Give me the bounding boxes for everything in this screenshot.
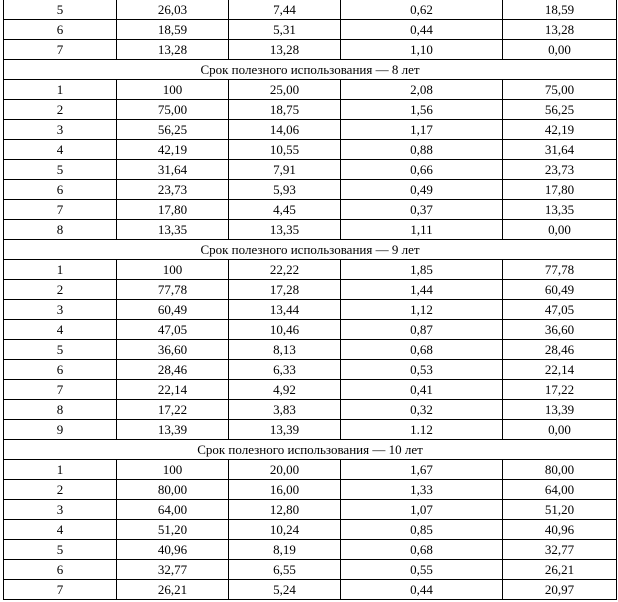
year-cell: 2 [4, 100, 117, 120]
year-cell: 8 [4, 220, 117, 240]
table-row [4, 100, 617, 120]
table-row [4, 200, 617, 220]
annual-rate-cell: 3,83 [229, 400, 341, 420]
monthly-rate-cell: 0,87 [341, 320, 503, 340]
end-value-cell: 51,20 [503, 500, 617, 520]
start-value-cell: 28,46 [117, 360, 229, 380]
year-cell: 5 [4, 160, 117, 180]
year-cell: 1 [4, 460, 117, 480]
end-value-cell: 75,00 [503, 80, 617, 100]
depreciation-table-body [4, 0, 617, 600]
table-row [4, 280, 617, 300]
start-value-cell: 17,22 [117, 400, 229, 420]
year-cell: 1 [4, 260, 117, 280]
monthly-rate-cell: 0,68 [341, 540, 503, 560]
year-cell: 7 [4, 580, 117, 600]
year-cell: 2 [4, 480, 117, 500]
start-value-cell: 22,14 [117, 380, 229, 400]
start-value-cell: 100 [117, 260, 229, 280]
monthly-rate-cell: 0,44 [341, 580, 503, 600]
table-row [4, 560, 617, 580]
year-cell: 1 [4, 80, 117, 100]
end-value-cell: 32,77 [503, 540, 617, 560]
annual-rate-cell: 12,80 [229, 500, 341, 520]
annual-rate-cell: 17,28 [229, 280, 341, 300]
start-value-cell: 13,35 [117, 220, 229, 240]
end-value-cell: 64,00 [503, 480, 617, 500]
end-value-cell: 20,97 [503, 580, 617, 600]
monthly-rate-cell: 0,32 [341, 400, 503, 420]
end-value-cell: 23,73 [503, 160, 617, 180]
end-value-cell: 36,60 [503, 320, 617, 340]
monthly-rate-cell: 1,12 [341, 300, 503, 320]
table-row [4, 580, 617, 600]
start-value-cell: 75,00 [117, 100, 229, 120]
table-row [4, 540, 617, 560]
start-value-cell: 17,80 [117, 200, 229, 220]
annual-rate-cell: 10,46 [229, 320, 341, 340]
year-cell: 4 [4, 520, 117, 540]
monthly-rate-cell: 1,17 [341, 120, 503, 140]
monthly-rate-cell: 0,53 [341, 360, 503, 380]
monthly-rate-cell: 1,10 [341, 40, 503, 60]
year-cell: 6 [4, 560, 117, 580]
table-row [4, 140, 617, 160]
annual-rate-cell: 8,13 [229, 340, 341, 360]
year-cell: 7 [4, 200, 117, 220]
start-value-cell: 18,59 [117, 20, 229, 40]
end-value-cell: 80,00 [503, 460, 617, 480]
year-cell: 6 [4, 20, 117, 40]
start-value-cell: 13,28 [117, 40, 229, 60]
monthly-rate-cell: 0,37 [341, 200, 503, 220]
end-value-cell: 17,22 [503, 380, 617, 400]
annual-rate-cell: 13,28 [229, 40, 341, 60]
end-value-cell: 0,00 [503, 220, 617, 240]
year-cell: 3 [4, 300, 117, 320]
annual-rate-cell: 20,00 [229, 460, 341, 480]
table-row [4, 120, 617, 140]
start-value-cell: 60,49 [117, 300, 229, 320]
monthly-rate-cell: 1,33 [341, 480, 503, 500]
year-cell: 3 [4, 120, 117, 140]
annual-rate-cell: 14,06 [229, 120, 341, 140]
section-title: Срок полезного использования — 9 лет [4, 240, 617, 260]
year-cell: 8 [4, 400, 117, 420]
annual-rate-cell: 8,19 [229, 540, 341, 560]
year-cell: 2 [4, 280, 117, 300]
start-value-cell: 100 [117, 80, 229, 100]
annual-rate-cell: 10,55 [229, 140, 341, 160]
monthly-rate-cell: 1,56 [341, 100, 503, 120]
annual-rate-cell: 4,45 [229, 200, 341, 220]
table-row [4, 80, 617, 100]
annual-rate-cell: 5,24 [229, 580, 341, 600]
annual-rate-cell: 6,55 [229, 560, 341, 580]
end-value-cell: 56,25 [503, 100, 617, 120]
table-row [4, 400, 617, 420]
year-cell: 9 [4, 420, 117, 440]
annual-rate-cell: 25,00 [229, 80, 341, 100]
table-row [4, 180, 617, 200]
start-value-cell: 47,05 [117, 320, 229, 340]
end-value-cell: 0,00 [503, 420, 617, 440]
year-cell: 4 [4, 140, 117, 160]
annual-rate-cell: 7,91 [229, 160, 341, 180]
monthly-rate-cell: 1,44 [341, 280, 503, 300]
end-value-cell: 47,05 [503, 300, 617, 320]
table-row [4, 500, 617, 520]
start-value-cell: 56,25 [117, 120, 229, 140]
start-value-cell: 23,73 [117, 180, 229, 200]
year-cell: 6 [4, 180, 117, 200]
table-row [4, 20, 617, 40]
monthly-rate-cell: 0,88 [341, 140, 503, 160]
end-value-cell: 13,35 [503, 200, 617, 220]
year-cell: 6 [4, 360, 117, 380]
start-value-cell: 40,96 [117, 540, 229, 560]
start-value-cell: 77,78 [117, 280, 229, 300]
annual-rate-cell: 4,92 [229, 380, 341, 400]
section-header-row [4, 240, 617, 260]
annual-rate-cell: 18,75 [229, 100, 341, 120]
annual-rate-cell: 13,44 [229, 300, 341, 320]
end-value-cell: 13,28 [503, 20, 617, 40]
end-value-cell: 17,80 [503, 180, 617, 200]
table-row [4, 40, 617, 60]
section-header-row [4, 440, 617, 460]
monthly-rate-cell: 1,67 [341, 460, 503, 480]
end-value-cell: 42,19 [503, 120, 617, 140]
end-value-cell: 26,21 [503, 560, 617, 580]
table-row [4, 380, 617, 400]
annual-rate-cell: 22,22 [229, 260, 341, 280]
annual-rate-cell: 13,35 [229, 220, 341, 240]
monthly-rate-cell: 0,55 [341, 560, 503, 580]
year-cell: 7 [4, 380, 117, 400]
table-row [4, 0, 617, 20]
start-value-cell: 51,20 [117, 520, 229, 540]
year-cell: 4 [4, 320, 117, 340]
year-cell: 5 [4, 540, 117, 560]
monthly-rate-cell: 0,44 [341, 20, 503, 40]
start-value-cell: 32,77 [117, 560, 229, 580]
end-value-cell: 28,46 [503, 340, 617, 360]
section-title: Срок полезного использования — 10 лет [4, 440, 617, 460]
start-value-cell: 26,03 [117, 0, 229, 20]
table-row [4, 260, 617, 280]
end-value-cell: 0,00 [503, 40, 617, 60]
monthly-rate-cell: 1.12 [341, 420, 503, 440]
start-value-cell: 13,39 [117, 420, 229, 440]
annual-rate-cell: 5,93 [229, 180, 341, 200]
year-cell: 5 [4, 0, 117, 20]
end-value-cell: 13,39 [503, 400, 617, 420]
depreciation-table [3, 0, 617, 600]
year-cell: 7 [4, 40, 117, 60]
annual-rate-cell: 5,31 [229, 20, 341, 40]
monthly-rate-cell: 1,11 [341, 220, 503, 240]
start-value-cell: 42,19 [117, 140, 229, 160]
table-row [4, 520, 617, 540]
annual-rate-cell: 16,00 [229, 480, 341, 500]
start-value-cell: 100 [117, 460, 229, 480]
start-value-cell: 64,00 [117, 500, 229, 520]
monthly-rate-cell: 0,85 [341, 520, 503, 540]
monthly-rate-cell: 0,41 [341, 380, 503, 400]
start-value-cell: 36,60 [117, 340, 229, 360]
year-cell: 3 [4, 500, 117, 520]
section-header-row [4, 60, 617, 80]
table-row [4, 460, 617, 480]
monthly-rate-cell: 0,49 [341, 180, 503, 200]
end-value-cell: 60,49 [503, 280, 617, 300]
table-row [4, 420, 617, 440]
table-row [4, 160, 617, 180]
end-value-cell: 31,64 [503, 140, 617, 160]
end-value-cell: 18,59 [503, 0, 617, 20]
start-value-cell: 26,21 [117, 580, 229, 600]
annual-rate-cell: 10,24 [229, 520, 341, 540]
year-cell: 5 [4, 340, 117, 360]
table-row [4, 340, 617, 360]
end-value-cell: 22,14 [503, 360, 617, 380]
monthly-rate-cell: 1,07 [341, 500, 503, 520]
monthly-rate-cell: 0,66 [341, 160, 503, 180]
section-title: Срок полезного использования — 8 лет [4, 60, 617, 80]
annual-rate-cell: 7,44 [229, 0, 341, 20]
table-row [4, 220, 617, 240]
monthly-rate-cell: 0,68 [341, 340, 503, 360]
end-value-cell: 40,96 [503, 520, 617, 540]
table-row [4, 320, 617, 340]
end-value-cell: 77,78 [503, 260, 617, 280]
annual-rate-cell: 6,33 [229, 360, 341, 380]
table-row [4, 300, 617, 320]
start-value-cell: 31,64 [117, 160, 229, 180]
monthly-rate-cell: 0,62 [341, 0, 503, 20]
start-value-cell: 80,00 [117, 480, 229, 500]
table-row [4, 360, 617, 380]
monthly-rate-cell: 2,08 [341, 80, 503, 100]
table-row [4, 480, 617, 500]
annual-rate-cell: 13,39 [229, 420, 341, 440]
monthly-rate-cell: 1,85 [341, 260, 503, 280]
